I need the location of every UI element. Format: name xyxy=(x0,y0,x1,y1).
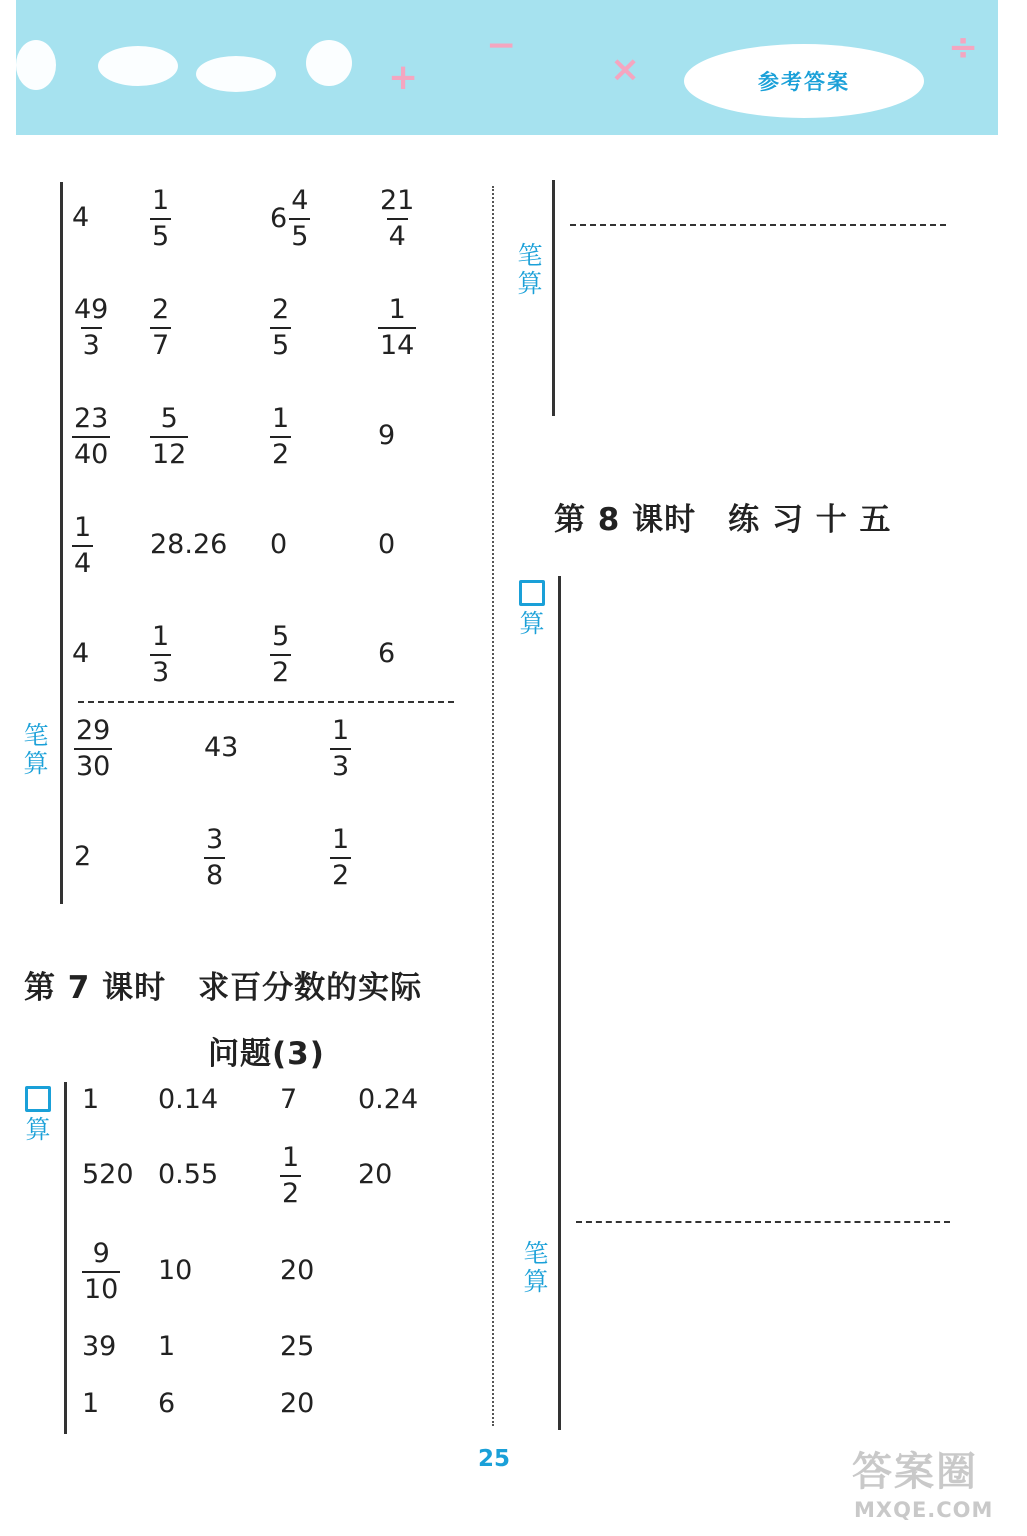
answer-value: 20 xyxy=(358,1159,393,1190)
fraction xyxy=(270,293,291,363)
bisuan-label xyxy=(20,722,52,778)
bisuan-label xyxy=(520,1240,552,1296)
times-symbol-icon: × xyxy=(610,49,641,90)
answer-cell xyxy=(158,1389,175,1419)
fraction xyxy=(150,402,188,472)
column-divider xyxy=(492,186,494,1426)
answer-cell xyxy=(74,714,112,784)
answer-cell xyxy=(378,421,395,451)
fraction xyxy=(330,823,351,893)
kousuan-char: 算 xyxy=(519,609,545,638)
answer-cell xyxy=(330,823,351,893)
answer-cell xyxy=(280,1256,314,1286)
fraction-numerator: 2 xyxy=(272,294,290,325)
answer-cell xyxy=(82,1085,99,1115)
cloud-decoration xyxy=(16,40,56,90)
answer-cell xyxy=(204,823,225,893)
fraction-numerator: 23 xyxy=(74,403,109,434)
answer-cell xyxy=(270,402,291,472)
fraction-numerator: 1 xyxy=(272,403,290,434)
fraction-numerator: 5 xyxy=(272,621,290,652)
fraction-numerator: 3 xyxy=(206,824,224,855)
answer-cell xyxy=(150,184,171,254)
fraction xyxy=(150,184,171,254)
answer-cell xyxy=(72,293,110,363)
answer-badge-label: 参考答案 xyxy=(758,70,850,94)
answer-value: 7 xyxy=(280,1084,298,1115)
fraction-denominator: 5 xyxy=(270,327,291,363)
minus-symbol-icon: − xyxy=(486,25,517,66)
bisuan-char-2: 算 xyxy=(517,269,543,298)
answer-badge xyxy=(684,44,924,118)
answer-cell xyxy=(280,1141,301,1211)
answer-value: 6 xyxy=(378,638,396,669)
answer-cell xyxy=(158,1256,192,1286)
fraction-numerator: 21 xyxy=(380,185,415,216)
fraction-denominator: 2 xyxy=(280,1175,301,1211)
fraction xyxy=(330,714,351,784)
fraction-denominator: 3 xyxy=(150,654,171,690)
answer-value: 39 xyxy=(82,1331,117,1362)
fraction-denominator: 8 xyxy=(204,857,225,893)
answer-value: 20 xyxy=(280,1388,315,1419)
fraction-denominator: 2 xyxy=(330,857,351,893)
answer-cell xyxy=(280,1389,314,1419)
lesson7-title: 第 7 课时 求百分数的实际 xyxy=(24,970,423,1006)
answer-value: 0.55 xyxy=(158,1159,219,1190)
fraction-denominator: 40 xyxy=(72,436,110,472)
plus-symbol-icon: + xyxy=(388,57,419,98)
answer-value: 9 xyxy=(378,420,396,451)
answer-cell xyxy=(72,639,89,669)
answer-cell xyxy=(280,1332,314,1362)
fraction-denominator: 7 xyxy=(150,327,171,363)
fraction-denominator: 5 xyxy=(150,218,171,254)
fraction-numerator: 1 xyxy=(332,715,350,746)
answer-cell xyxy=(204,733,238,763)
fraction xyxy=(289,184,310,254)
answer-cell xyxy=(82,1237,120,1307)
answer-cell xyxy=(330,714,351,784)
fraction-denominator: 30 xyxy=(74,748,112,784)
answer-cell xyxy=(72,402,110,472)
fraction-denominator: 10 xyxy=(82,1271,120,1307)
kousuan-label xyxy=(516,578,548,638)
answer-cell xyxy=(74,842,91,872)
answer-value: 1 xyxy=(82,1084,100,1115)
answer-cell xyxy=(150,530,227,560)
fraction-numerator: 1 xyxy=(388,294,406,325)
answer-value: 0 xyxy=(270,529,288,560)
cloud-decoration xyxy=(98,46,178,86)
answer-cell xyxy=(158,1085,218,1115)
fraction xyxy=(204,823,225,893)
answer-cell xyxy=(358,1160,392,1190)
cloud-decoration xyxy=(196,56,276,92)
answer-cell xyxy=(270,293,291,363)
answer-value: 520 xyxy=(82,1159,134,1190)
fraction xyxy=(378,293,416,363)
answer-cell xyxy=(158,1332,175,1362)
fraction xyxy=(270,402,291,472)
answer-cell xyxy=(378,293,416,363)
bisuan-char-2: 算 xyxy=(23,749,49,778)
answer-value: 20 xyxy=(280,1255,315,1286)
fraction xyxy=(280,1141,301,1211)
mixed-whole: 6 xyxy=(270,203,288,234)
watermark-url: MXQE.COM xyxy=(854,1498,994,1522)
fraction xyxy=(72,293,110,363)
answer-cell xyxy=(72,511,93,581)
kousuan-label xyxy=(22,1084,54,1144)
fraction xyxy=(74,714,112,784)
fraction-numerator: 1 xyxy=(152,185,170,216)
fraction-numerator: 49 xyxy=(74,294,109,325)
answer-cell xyxy=(82,1332,116,1362)
box-char-icon xyxy=(25,1086,51,1112)
fraction-numerator: 1 xyxy=(152,621,170,652)
answer-cell xyxy=(82,1160,134,1190)
answer-value: 0.14 xyxy=(158,1084,219,1115)
right-dashed-separator xyxy=(570,224,946,226)
answer-value: 6 xyxy=(158,1388,176,1419)
fraction xyxy=(150,620,171,690)
lesson8-dashed-separator xyxy=(576,1221,950,1223)
bisuan-char-1: 笔 xyxy=(517,241,543,270)
box-char-icon xyxy=(519,580,545,606)
fraction-numerator: 5 xyxy=(160,403,178,434)
fraction-numerator: 1 xyxy=(332,824,350,855)
fraction-numerator: 2 xyxy=(152,294,170,325)
bisuan-char-1: 笔 xyxy=(523,1239,549,1268)
lesson8-title: 第 8 课时 练 习 十 五 xyxy=(554,502,892,538)
lesson8-rule xyxy=(558,576,561,1430)
watermark-text: 答案圈 xyxy=(852,1449,978,1495)
lesson7-title-line2: 问题(3) xyxy=(208,1036,325,1072)
answer-cell xyxy=(378,530,395,560)
bisuan-char-1: 笔 xyxy=(23,721,49,750)
sun-decoration xyxy=(306,40,352,86)
bisuan-char-2: 算 xyxy=(523,1267,549,1296)
answer-cell xyxy=(378,184,416,254)
fraction-numerator: 29 xyxy=(76,715,111,746)
fraction xyxy=(378,184,416,254)
answer-value: 10 xyxy=(158,1255,193,1286)
answer-cell xyxy=(150,293,171,363)
answer-value: 4 xyxy=(72,638,90,669)
answer-cell xyxy=(358,1085,418,1115)
answer-cell xyxy=(270,184,310,254)
fraction-denominator: 3 xyxy=(330,748,351,784)
answer-cell xyxy=(280,1085,297,1115)
fraction-numerator: 1 xyxy=(74,512,92,543)
kousuan-char: 算 xyxy=(25,1115,51,1144)
answer-value: 43 xyxy=(204,732,239,763)
left-dashed-separator xyxy=(78,701,454,703)
answer-cell xyxy=(150,620,171,690)
fraction xyxy=(270,620,291,690)
fraction xyxy=(150,293,171,363)
answer-value: 28.26 xyxy=(150,529,228,560)
answer-cell xyxy=(72,203,89,233)
fraction-numerator: 9 xyxy=(92,1238,110,1269)
divide-symbol-icon: ÷ xyxy=(948,27,979,68)
fraction-denominator: 2 xyxy=(270,654,291,690)
answer-cell xyxy=(270,620,291,690)
answer-cell xyxy=(158,1160,218,1190)
left-top-rule xyxy=(60,182,63,904)
mixed-number xyxy=(270,184,310,254)
watermark-logo xyxy=(846,1440,1022,1530)
right-top-rule xyxy=(552,180,555,416)
fraction-numerator: 1 xyxy=(282,1142,300,1173)
answer-value: 4 xyxy=(72,202,90,233)
answer-cell xyxy=(378,639,395,669)
fraction-numerator: 4 xyxy=(291,185,309,216)
answer-value: 1 xyxy=(82,1388,100,1419)
fraction-denominator: 2 xyxy=(270,436,291,472)
fraction-denominator: 3 xyxy=(81,327,102,363)
page-number: 25 xyxy=(478,1446,511,1472)
answer-value: 2 xyxy=(74,841,92,872)
answer-cell xyxy=(82,1389,99,1419)
fraction-denominator: 12 xyxy=(150,436,188,472)
answer-value: 1 xyxy=(158,1331,176,1362)
fraction xyxy=(72,511,93,581)
fraction xyxy=(82,1237,120,1307)
answer-cell xyxy=(150,402,188,472)
answer-cell xyxy=(270,530,287,560)
answer-value: 25 xyxy=(280,1331,315,1362)
lesson7-rule xyxy=(64,1082,67,1434)
fraction-denominator: 4 xyxy=(72,545,93,581)
answer-value: 0.24 xyxy=(358,1084,419,1115)
bisuan-label xyxy=(514,242,546,298)
fraction-denominator: 5 xyxy=(289,218,310,254)
fraction-denominator: 4 xyxy=(387,218,408,254)
fraction-denominator: 14 xyxy=(378,327,416,363)
answer-value: 0 xyxy=(378,529,396,560)
fraction xyxy=(72,402,110,472)
